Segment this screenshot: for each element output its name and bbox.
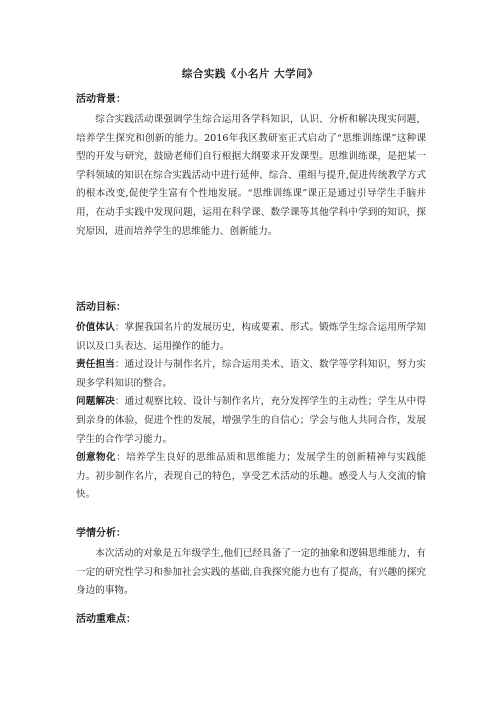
goal-text-problem-solving: ：通过观察比较、设计与制作名片，充分发挥学生的主动性；学生从中得到亲身的体验，促进个性的发展，增强学生的自信心；学会与他人共同合作，发展学生的合作学习能力。 bbox=[76, 396, 427, 445]
document-title: 综合实践《小名片 大学问》 bbox=[181, 68, 319, 80]
goal-item-creativity bbox=[76, 449, 426, 505]
background-heading: 活动背景： bbox=[76, 94, 126, 105]
goal-text-responsibility: ：通过设计与制作名片，综合运用美术、语文、数学等学科知识，努力实现多学科知识的整合。 bbox=[76, 359, 427, 389]
goal-item-responsibility bbox=[76, 356, 426, 393]
analysis-heading: 学情分析： bbox=[76, 528, 126, 539]
analysis-paragraph: 本次活动的对象是五年级学生,他们已经具备了一定的抽象和逻辑思维能力，有一定的研究性学习和参加社会实践的基础,自我探究能力也有了提高，有兴趣的探究身边的事物。 bbox=[76, 548, 426, 597]
keypoints-heading: 活动重难点： bbox=[76, 614, 136, 625]
goals-heading: 活动目标： bbox=[76, 302, 126, 313]
goal-lead-responsibility: 责任担当 bbox=[76, 359, 115, 371]
section-keypoints bbox=[76, 612, 426, 628]
section-background bbox=[76, 92, 426, 241]
goal-item-value bbox=[76, 319, 426, 356]
background-paragraph: 综合实践活动课强调学生综合运用各学科知识，认识、分析和解决现实问题，培养学生探究和创新的能力。2016年我区教研室正式启动了“思维训练课”这种课型的开发与研究，鼓励老师们自行根据大纲要求开发课型。思维训练课，是把某一学科领域的知识在综合实践活动中进行延伸、综合、重组与提升,促进传统教学方式的根本改变,促使学生富有个性地发展。“思维训练课”课正是通过引导学生手脑并用，在动手实践中发现问题，运用在科学课、数学课等其他学科中学到的知识，探究原因，进而培养学生的思维能力、创新能力。 bbox=[76, 114, 426, 237]
section-goals bbox=[76, 300, 426, 505]
goal-item-problem-solving bbox=[76, 393, 426, 449]
section-analysis bbox=[76, 526, 426, 601]
goal-text-value: ：掌握我国名片的发展历史，构成要素、形式。锻炼学生综合运用所学知识以及口头表达、运用操作的能力。 bbox=[76, 322, 427, 352]
goal-text-creativity: ：培养学生良好的思维品质和思维能力；发展学生的创新精神与实践能力。初步制作名片，表现自己的特色，享受艺术活动的乐趣。感受人与人交流的愉快。 bbox=[76, 452, 427, 501]
goal-lead-value: 价值体认 bbox=[76, 322, 115, 333]
goal-lead-problem-solving: 问题解决 bbox=[76, 396, 115, 408]
goal-lead-creativity: 创意物化 bbox=[76, 452, 117, 464]
